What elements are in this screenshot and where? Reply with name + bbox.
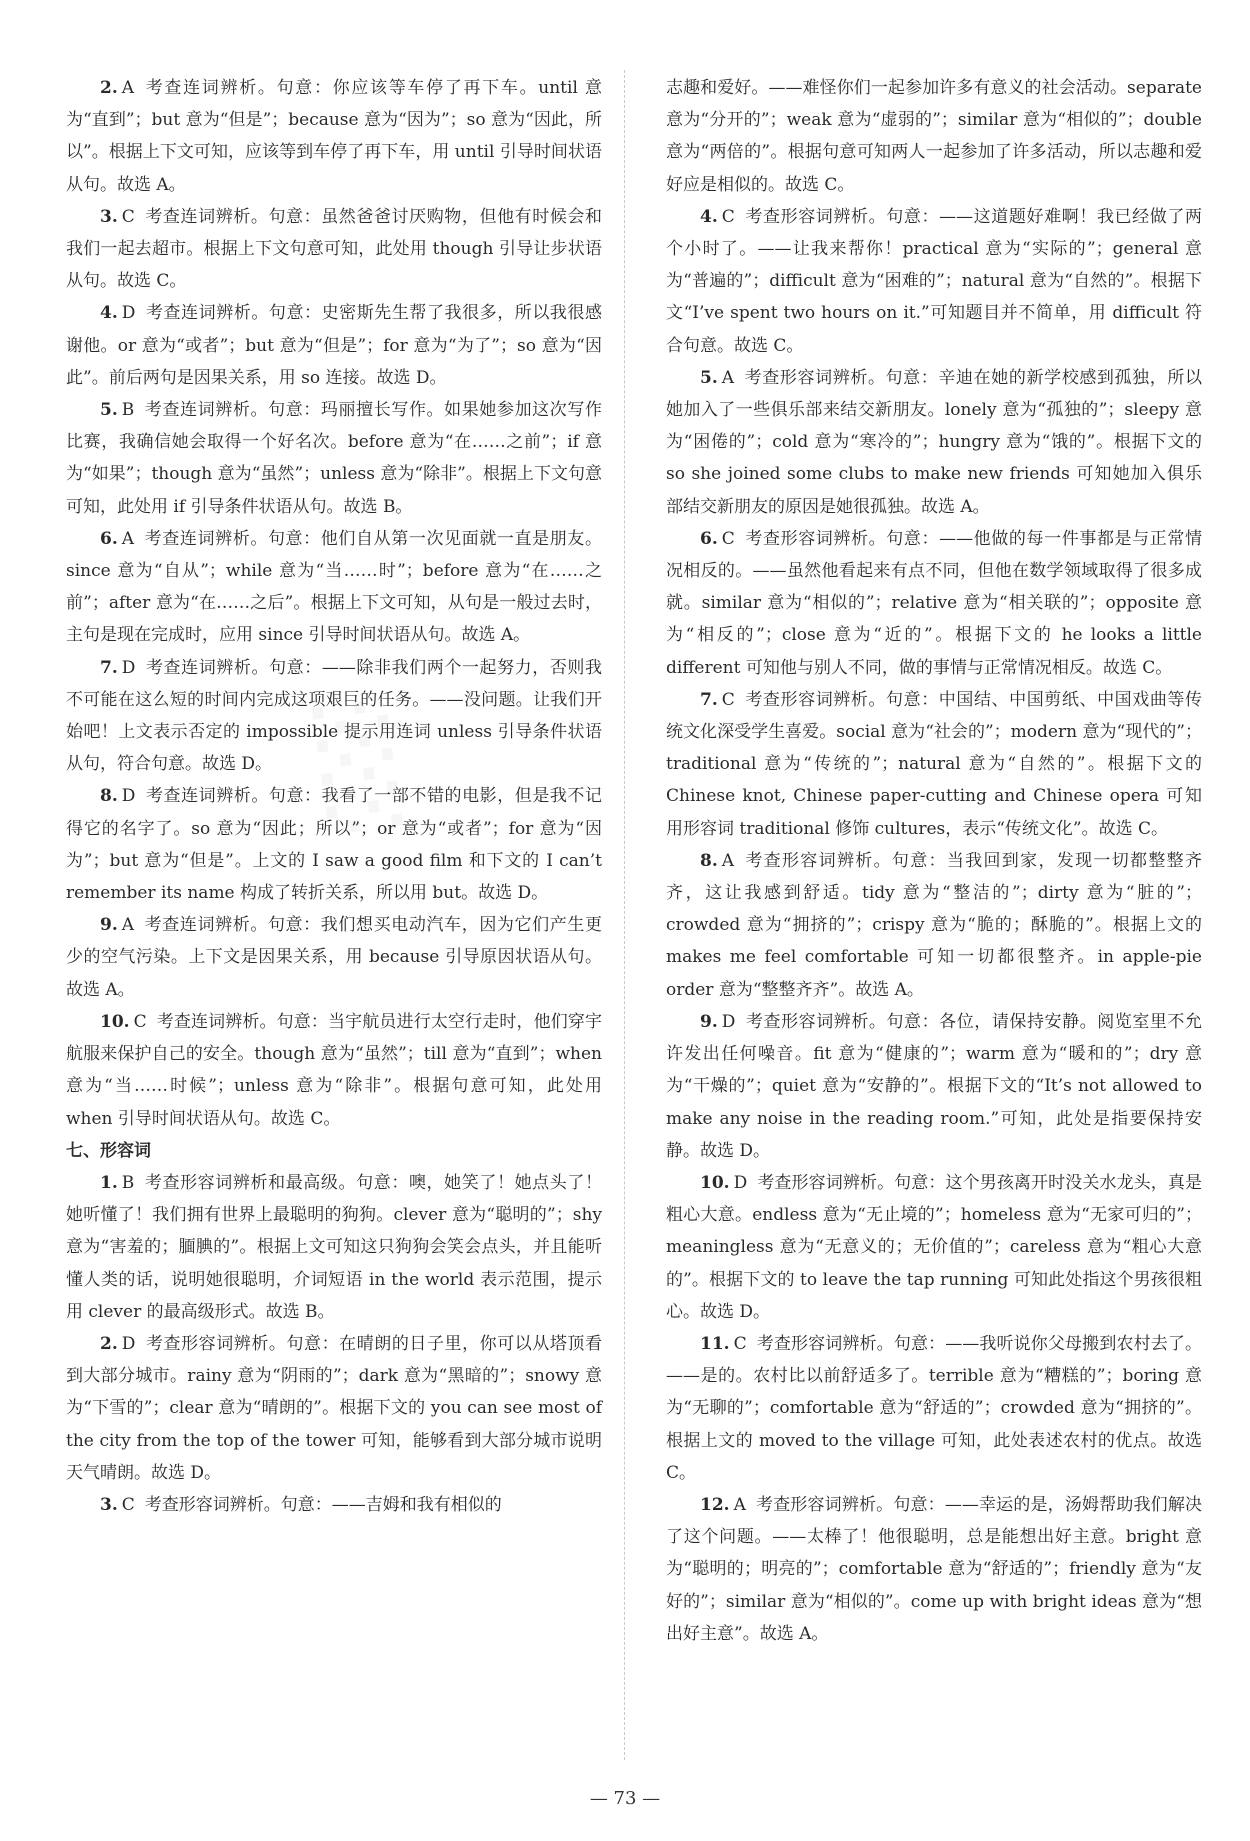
explanation-text: 考查形容词辨析。句意：——吉姆和我有相似的 xyxy=(144,1494,502,1515)
answer-entry xyxy=(66,1489,602,1521)
explanation-text: 考查形容词辨析。句意：——他做的每一件事都是与正常情况相反的。——虽然他看起来有点不同，但他在数学领域取得了很多成就。similar 意为“相似的”；relative 意为“相关联的”；opposite 意为“相反的”；close 意为“近的”。根据下文的 he looks a little different 可知他与别人不同，做的事情与正常情况相反。故选 C。 xyxy=(666,528,1202,678)
answer-choice: A xyxy=(721,850,735,871)
explanation-text: 考查形容词辨析。句意：各位，请保持安静。阅览室里不允许发出任何噪音。fit 意为“健康的”；warm 意为“暖和的”；dry 意为“干燥的”；quiet 意为“安静的”。根据下文的“It’s not allowed to make any noise in the reading room.”可知，此处是指要保持安静。故选 D。 xyxy=(666,1011,1202,1161)
question-number: 2. xyxy=(100,78,118,98)
question-number: 11. xyxy=(700,1333,730,1354)
answer-choice: A xyxy=(721,367,735,388)
answer-entry xyxy=(666,523,1202,684)
explanation-text: 考查连词辨析。句意：玛丽擅长写作。如果她参加这次写作比赛，我确信她会取得一个好名次。before 意为“在……之前”；if 意为“如果”；though 意为“虽然”；unless 意为“除非”。根据上下文句意可知，此处用 if 引导条件状语从句。故选 B。 xyxy=(66,400,602,517)
answer-entry xyxy=(66,909,602,1006)
explanation-text: 考查形容词辨析。句意：在晴朗的日子里，你可以从塔顶看到大部分城市。rainy 意为“阴雨的”；dark 意为“黑暗的”；snowy 意为“下雪的”；clear 意为“晴朗的”。根据下文的 you can see most of the city from the top of the tower 可知，能够看到大部分城市说明天气晴朗。故选 D。 xyxy=(66,1333,602,1483)
question-number: 7. xyxy=(100,657,118,678)
explanation-text: 考查形容词辨析。句意：——这道题好难啊！我已经做了两个小时了。——让我来帮你！practical 意为“实际的”；general 意为“普遍的”；difficult 意为“困难的”；natural 意为“自然的”。根据下文“I’ve spent two hours on it.”可知题目并不简单，用 difficult 符合句意。故选 C。 xyxy=(666,206,1202,356)
answer-choice: A xyxy=(121,78,135,98)
answer-entry xyxy=(66,297,602,394)
answer-choice: D xyxy=(121,1333,136,1354)
answer-choice: D xyxy=(121,303,136,324)
answer-choice: D xyxy=(733,1172,748,1193)
answer-entry xyxy=(66,652,602,781)
answer-entry xyxy=(66,394,602,523)
answer-choice: A xyxy=(121,528,135,549)
answer-choice: C xyxy=(133,1011,147,1032)
column-divider xyxy=(624,70,625,1760)
answer-choice: D xyxy=(121,786,136,807)
question-number: 5. xyxy=(100,400,118,421)
answer-entry xyxy=(66,1167,602,1328)
explanation-text: 考查形容词辨析。句意：——幸运的是，汤姆帮助我们解决了这个问题。——太棒了！他很聪明，总是能想出好主意。bright 意为“聪明的；明亮的”；comfortable 意为“舒适的”；friendly 意为“友好的”；similar 意为“相似的”。come up with bright ideas 意为“想出好主意”。故选 A。 xyxy=(666,1494,1202,1644)
question-number: 10. xyxy=(700,1172,730,1193)
question-number: 4. xyxy=(700,206,718,227)
left-column xyxy=(66,72,602,1650)
answer-choice: B xyxy=(121,1172,135,1193)
answer-choice: C xyxy=(721,206,735,227)
question-number: 6. xyxy=(700,528,718,549)
answer-entry xyxy=(666,72,1202,201)
question-number: 1. xyxy=(100,1172,118,1193)
watermark-decoration: ░ xyxy=(311,694,424,835)
answer-entry xyxy=(66,1328,602,1489)
question-number: 10. xyxy=(100,1011,130,1032)
answer-choice: B xyxy=(121,400,135,421)
question-number: 4. xyxy=(100,303,118,324)
explanation-text: 考查连词辨析。句意：当宇航员进行太空行走时，他们穿宇航服来保护自己的安全。though 意为“虽然”；till 意为“直到”；when 意为“当……时候”；unless 意为“除非”。根据句意可知，此处用 when 引导时间状语从句。故选 C。 xyxy=(66,1011,602,1129)
question-number: 9. xyxy=(700,1011,718,1032)
explanation-text: 考查连词辨析。句意：——除非我们两个一起努力，否则我不可能在这么短的时间内完成这项艰巨的任务。——没问题。让我们开始吧！上文表示否定的 impossible 提示用连词 unless 引导条件状语从句，符合句意。故选 D。 xyxy=(66,657,602,775)
answer-entry xyxy=(666,684,1202,845)
question-number: 7. xyxy=(700,689,718,710)
explanation-text: 考查连词辨析。句意：史密斯先生帮了我很多，所以我很感谢他。or 意为“或者”；but 意为“但是”；for 意为“为了”；so 意为“因此”。前后两句是因果关系，用 so 连接。故选 D。 xyxy=(66,303,602,388)
answer-entry xyxy=(66,523,602,652)
page-number: — 73 — xyxy=(589,1788,661,1809)
explanation-text: 考查连词辨析。句意：他们自从第一次见面就一直是朋友。since 意为“自从”；while 意为“当……时”；before 意为“在……之前”；after 意为“在……之后”。根据上下文可知，从句是一般过去时，主句是现在完成时，应用 since 引导时间状语从句。故选 A。 xyxy=(66,528,602,646)
answer-choice: D xyxy=(121,657,136,678)
right-column xyxy=(666,72,1202,1650)
answer-choice: C xyxy=(121,206,135,227)
question-number: 6. xyxy=(100,528,118,549)
answer-choice: D xyxy=(721,1011,736,1032)
answer-entry xyxy=(666,1489,1202,1650)
answer-choice: C xyxy=(121,1494,135,1515)
explanation-text: 考查形容词辨析。句意：——我听说你父母搬到农村去了。——是的。农村比以前舒适多了。terrible 意为“糟糕的”；boring 意为“无聊的”；comfortable 意为“舒适的”；crowded 意为“拥挤的”。根据上文的 moved to the village 可知，此处表述农村的优点。故选 C。 xyxy=(666,1333,1202,1483)
explanation-text: 考查连词辨析。句意：你应该等车停了再下车。until 意为“直到”；but 意为“但是”；because 意为“因为”；so 意为“因此，所以”。根据上下文可知，应该等到车停了再下车，用 until 引导时间状语从句。故选 A。 xyxy=(66,78,602,195)
explanation-text: 考查形容词辨析和最高级。句意：噢，她笑了！她点头了！她听懂了！我们拥有世界上最聪明的狗狗。clever 意为“聪明的”；shy 意为“害羞的；腼腆的”。根据上文可知这只狗狗会笑会点头，并且能听懂人类的话，说明她很聪明，介词短语 in the world 表示范围，提示用 clever 的最高级形式。故选 B。 xyxy=(66,1172,602,1322)
answer-entry xyxy=(666,362,1202,523)
explanation-text: 考查形容词辨析。句意：辛迪在她的新学校感到孤独，所以她加入了一些俱乐部来结交新朋友。lonely 意为“孤独的”；sleepy 意为“困倦的”；cold 意为“寒冷的”；hungry 意为“饿的”。根据下文的 so she joined some clubs to make new friends 可知她加入俱乐部结交新朋友的原因是她很孤独。故选 A。 xyxy=(666,367,1202,517)
answer-entry xyxy=(66,1006,602,1135)
section-title: 七、形容词 xyxy=(66,1140,151,1161)
answer-choice: C xyxy=(721,689,735,710)
answer-entry xyxy=(666,1167,1202,1328)
question-number: 9. xyxy=(100,915,118,936)
question-number: 8. xyxy=(100,786,118,807)
answer-entry xyxy=(666,201,1202,362)
answer-entry xyxy=(66,780,602,909)
explanation-text: 考查连词辨析。句意：我看了一部不错的电影，但是我不记得它的名字了。so 意为“因此；所以”；or 意为“或者”；for 意为“因为”；but 意为“但是”。上文的 I saw a good film 和下文的 I can’t remember its name 构成了转折关系，所以用 but。故选 D。 xyxy=(66,786,602,904)
explanation-text: 考查连词辨析。句意：虽然爸爸讨厌购物，但他有时候会和我们一起去超市。根据上下文句意可知，此处用 though 引导让步状语从句。故选 C。 xyxy=(66,206,602,292)
answer-entry xyxy=(66,72,602,201)
question-number: 2. xyxy=(100,1333,118,1354)
question-number: 12. xyxy=(700,1494,730,1515)
answer-choice: C xyxy=(733,1333,747,1354)
explanation-text: 考查连词辨析。句意：我们想买电动汽车，因为它们产生更少的空气污染。上下文是因果关系，用 because 引导原因状语从句。故选 A。 xyxy=(66,915,602,1000)
question-number: 3. xyxy=(100,206,118,227)
answer-entry xyxy=(666,1006,1202,1167)
question-number: 5. xyxy=(700,367,718,388)
answer-choice: A xyxy=(733,1494,746,1515)
answer-entry xyxy=(66,201,602,298)
answer-choice: C xyxy=(721,528,735,549)
answer-choice: A xyxy=(121,915,135,936)
explanation-text: 考查形容词辨析。句意：这个男孩离开时没关水龙头，真是粗心大意。endless 意为“无止境的”；homeless 意为“无家可归的”；meaningless 意为“无意义的；无价值的”；careless 意为“粗心大意的”。根据下文的 to leave the tap running 可知此处指这个男孩很粗心。故选 D。 xyxy=(666,1172,1202,1322)
question-number: 3. xyxy=(100,1494,118,1515)
explanation-text: 考查形容词辨析。句意：中国结、中国剪纸、中国戏曲等传统文化深受学生喜爱。social 意为“社会的”；modern 意为“现代的”；traditional 意为“传统的”；natural 意为“自然的”。根据下文的 Chinese knot, Chinese paper-cutting and Chinese opera 可知用形容词 traditional 修饰 cultures，表示“传统文化”。故选 C。 xyxy=(666,689,1202,839)
question-number: 8. xyxy=(700,850,718,871)
columns xyxy=(66,72,1202,1650)
explanation-text: 考查形容词辨析。句意：当我回到家，发现一切都整整齐齐，这让我感到舒适。tidy 意为“整洁的”；dirty 意为“脏的”；crowded 意为“拥挤的”；crispy 意为“脆的；酥脆的”。根据上文的 makes me feel comfortable 可知一切都很整齐。in apple-pie order 意为“整整齐齐”。故选 A。 xyxy=(666,850,1202,1000)
answer-entry xyxy=(666,1328,1202,1489)
answer-entry xyxy=(666,845,1202,1006)
explanation-text: 志趣和爱好。——难怪你们一起参加许多有意义的社会活动。separate 意为“分开的”；weak 意为“虚弱的”；similar 意为“相似的”；double 意为“两倍的”。根据句意可知两人一起参加了许多活动，所以志趣和爱好应是相似的。故选 C。 xyxy=(666,78,1202,195)
